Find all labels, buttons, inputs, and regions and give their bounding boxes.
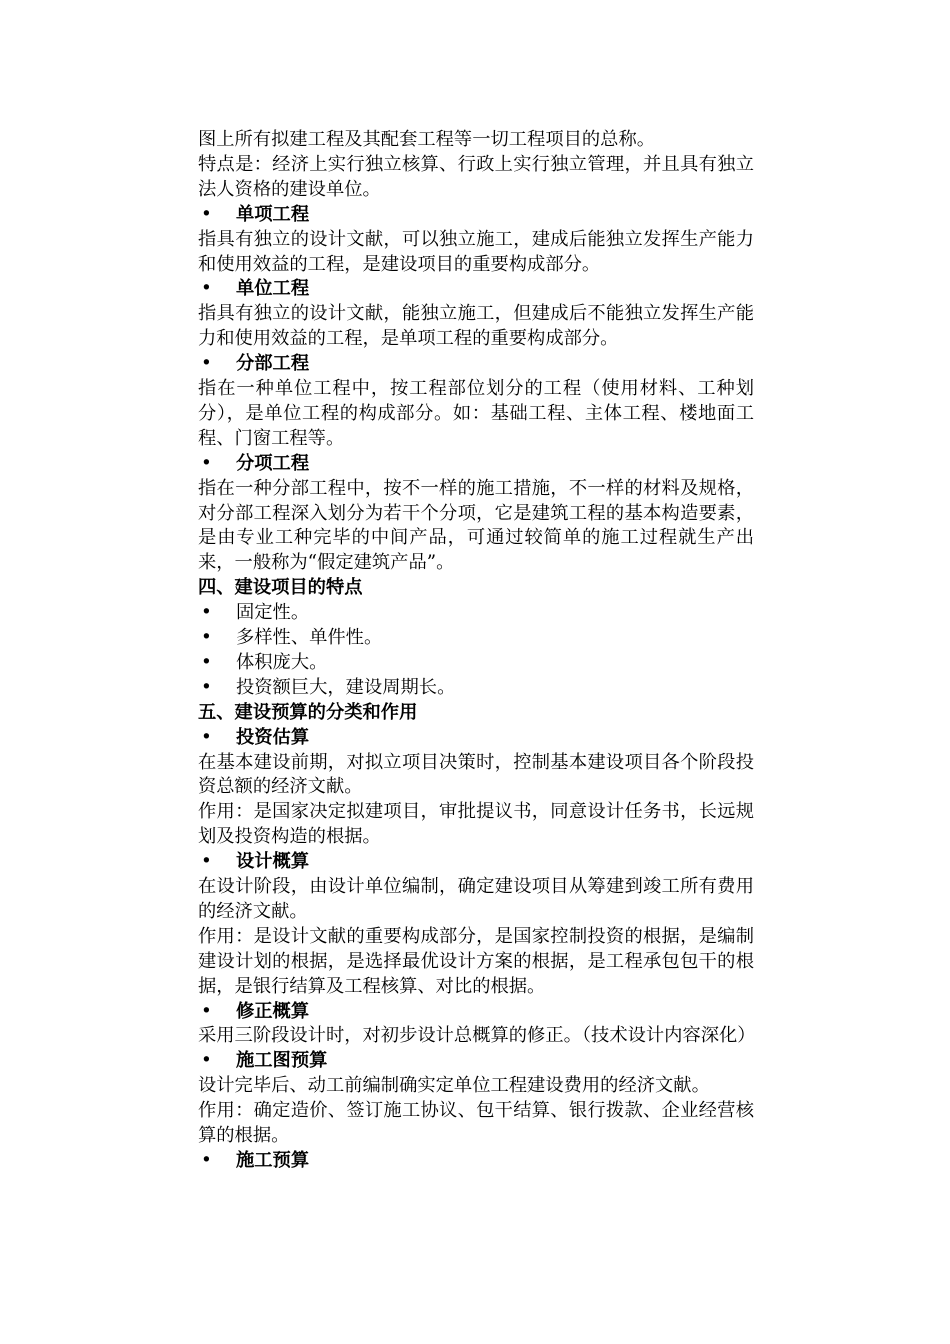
bullet-subheading <box>198 726 754 751</box>
bullet-text: 分部工程 <box>236 353 310 375</box>
bullet-subheading <box>198 203 754 228</box>
bullet-text: 分项工程 <box>236 452 310 474</box>
bullet-text: 多样性、单件性。 <box>236 627 383 649</box>
bullet-icon: • <box>201 726 212 748</box>
paragraph: 指具有独立的设计文献，能独立施工，但建成后不能独立发挥生产能力和使用效益的工程，是单项工程的重要构成部分。 <box>198 303 754 350</box>
bullet-text: 施工图预算 <box>236 1050 328 1072</box>
paragraph: 在设计阶段，由设计单位编制，确定建设项目从筹建到竣工所有费用的经济文献。 <box>198 876 754 922</box>
paragraph: 特点是：经济上实行独立核算、行政上实行独立管理，并且具有独立法人资格的建设单位。 <box>198 153 754 200</box>
paragraph: 指在一种分部工程中，按不一样的施工措施，不一样的材料及规格，对分部工程深入划分为若干个分项，它是建筑工程的基本构造要素，是由专业工种完毕的中间产品，可通过较简单的施工过程就生产出来，一般称为“假定建筑产品”。 <box>198 477 754 574</box>
list-item <box>198 626 754 651</box>
bullet-icon: • <box>201 353 212 375</box>
section-heading: 四、建设项目的特点 <box>198 577 363 599</box>
document-page <box>198 128 754 1174</box>
paragraph: 作用：是国家决定拟建项目，审批提议书，同意设计任务书，长远规划及投资构造的根据。 <box>198 801 754 848</box>
bullet-subheading <box>198 850 754 875</box>
bullet-text: 投资额巨大，建设周期长。 <box>236 676 456 698</box>
document-body <box>198 128 754 1174</box>
bullet-subheading <box>198 1149 754 1174</box>
bullet-icon: • <box>201 1149 212 1171</box>
bullet-icon: • <box>201 851 212 873</box>
paragraph: 指具有独立的设计文献，可以独立施工，建成后能独立发挥生产能力和使用效益的工程，是建设项目的重要构成部分。 <box>198 228 754 275</box>
bullet-text: 施工预算 <box>236 1149 310 1171</box>
bullet-subheading <box>198 1049 754 1074</box>
bullet-text: 投资估算 <box>236 726 310 748</box>
paragraph: 在基本建设前期，对拟立项目决策时，控制基本建设项目各个阶段投资总额的经济文献。 <box>198 751 754 798</box>
bullet-icon: • <box>201 203 212 225</box>
bullet-icon: • <box>201 278 212 300</box>
paragraph: 设计完毕后、动工前编制确实定单位工程建设费用的经济文献。 <box>198 1075 710 1097</box>
bullet-icon: • <box>201 1000 212 1022</box>
bullet-text: 体积庞大。 <box>236 651 328 673</box>
bullet-icon: • <box>201 627 212 649</box>
bullet-subheading <box>198 352 754 377</box>
paragraph: 采用三阶段设计时，对初步设计总概算的修正。（技术设计内容深化） <box>198 1025 756 1047</box>
paragraph: 作用：确定造价、签订施工协议、包干结算、银行拨款、企业经营核算的根据。 <box>198 1100 754 1147</box>
bullet-subheading <box>198 277 754 302</box>
bullet-text: 单位工程 <box>236 278 310 300</box>
bullet-icon: • <box>201 452 212 474</box>
bullet-subheading <box>198 1000 754 1025</box>
bullet-icon: • <box>201 676 212 698</box>
bullet-text: 设计概算 <box>236 851 310 873</box>
bullet-icon: • <box>201 602 212 624</box>
bullet-icon: • <box>201 651 212 673</box>
section-heading: 五、建设预算的分类和作用 <box>198 701 418 723</box>
paragraph: 图上所有拟建工程及其配套工程等一切工程项目的总称。 <box>198 129 656 150</box>
bullet-subheading <box>198 452 754 477</box>
list-item <box>198 676 754 701</box>
bullet-text: 修正概算 <box>236 1000 310 1022</box>
list-item <box>198 601 754 626</box>
bullet-text: 固定性。 <box>236 602 310 624</box>
paragraph: 指在一种单位工程中，按工程部位划分的工程（使用材料、工种划分），是单位工程的构成部分。如：基础工程、主体工程、楼地面工程、门窗工程等。 <box>198 378 754 449</box>
bullet-icon: • <box>201 1050 212 1072</box>
list-item <box>198 651 754 676</box>
paragraph: 作用：是设计文献的重要构成部分，是国家控制投资的根据，是编制建设计划的根据，是选择最优设计方案的根据，是工程承包包干的根据，是银行结算及工程核算、对比的根据。 <box>198 925 754 997</box>
bullet-text: 单项工程 <box>236 203 310 225</box>
